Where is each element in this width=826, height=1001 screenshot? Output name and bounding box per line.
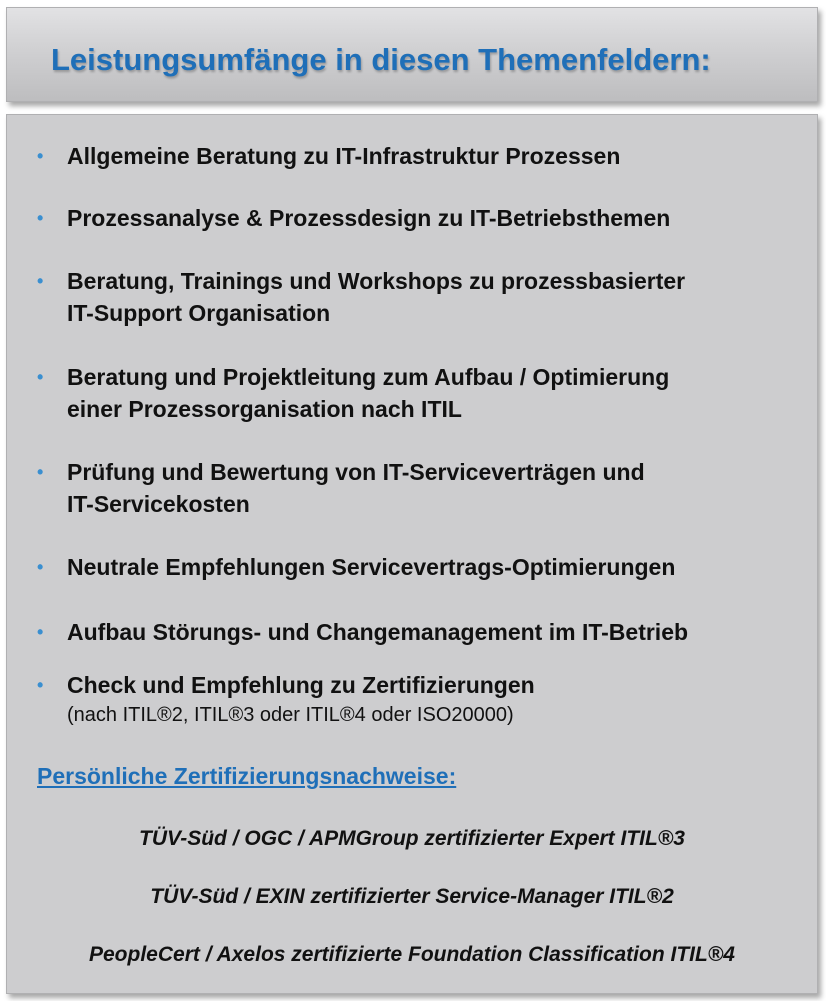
list-item-text: IT-Support Organisation [67, 300, 331, 326]
certification-item: TÜV-Süd / EXIN zertifizierter Service-Manager ITIL®2 [150, 885, 674, 908]
list-item-text: Prozessanalyse & Prozessdesign zu IT-Betriebsthemen [67, 205, 671, 231]
list-item [37, 140, 807, 172]
list-item [37, 551, 807, 583]
certifications-heading: Persönliche Zertifizierungsnachweise: [37, 763, 457, 789]
bullet-icon: • [37, 208, 44, 228]
bullet-icon: • [37, 622, 44, 642]
list-item-text: Prüfung und Bewertung von IT-Serviceverträgen und [67, 459, 645, 485]
list-item [37, 616, 807, 648]
bullet-icon: • [37, 146, 44, 166]
header-panel [6, 7, 818, 102]
list-item-text: Beratung und Projektleitung zum Aufbau / Optimierung [67, 364, 670, 390]
content-panel [6, 114, 818, 994]
certification-item: PeopleCert / Axelos zertifizierte Foundation Classification ITIL®4 [89, 943, 735, 966]
bullet-icon: • [37, 675, 44, 695]
list-item-text: Check und Empfehlung zu Zertifizierungen [67, 672, 535, 698]
certification-item: TÜV-Süd / OGC / APMGroup zertifizierter Expert ITIL®3 [139, 827, 685, 850]
list-item-text: Aufbau Störungs- und Changemanagement im IT-Betrieb [67, 619, 689, 645]
list-item [37, 669, 807, 729]
list-item-note: (nach ITIL®2, ITIL®3 oder ITIL®4 oder ISO20000) [67, 704, 514, 726]
bullet-icon: • [37, 367, 44, 387]
list-item-text: Beratung, Trainings und Workshops zu prozessbasierter [67, 268, 686, 294]
bullet-icon: • [37, 462, 44, 482]
list-item-text: einer Prozessorganisation nach ITIL [67, 396, 462, 422]
bullet-icon: • [37, 271, 44, 291]
bullet-icon: • [37, 557, 44, 577]
list-item [37, 265, 807, 329]
list-item [37, 456, 807, 520]
page-title: Leistungsumfänge in diesen Themenfeldern: [51, 42, 711, 77]
list-item-text: Allgemeine Beratung zu IT-Infrastruktur Prozessen [67, 143, 621, 169]
list-item [37, 202, 807, 234]
list-item [37, 361, 807, 425]
list-item-text: IT-Servicekosten [67, 491, 250, 517]
list-item-text: Neutrale Empfehlungen Servicevertrags-Optimierungen [67, 554, 676, 580]
